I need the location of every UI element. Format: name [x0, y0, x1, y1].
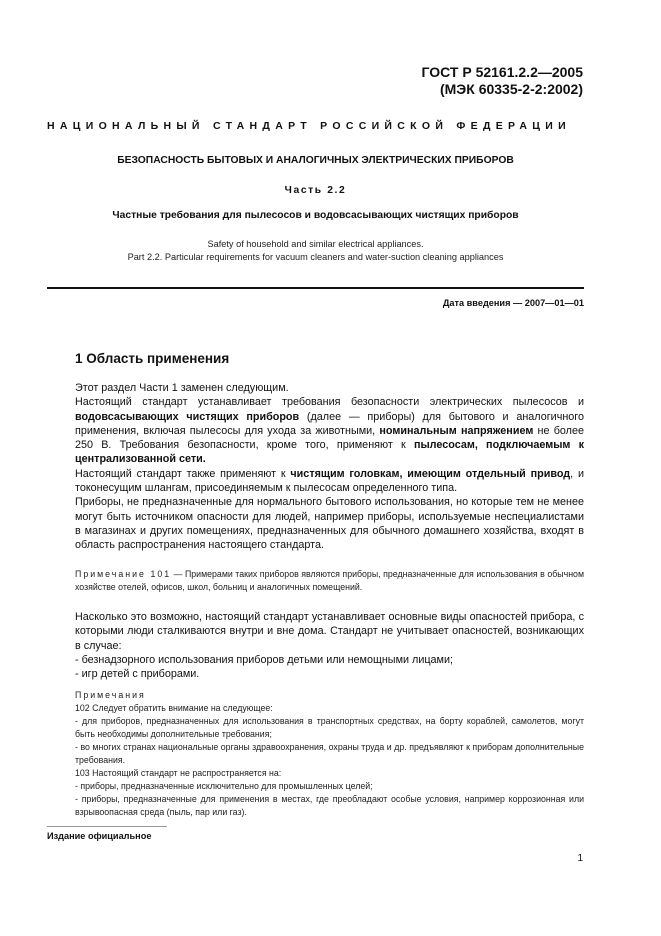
- document-subtitle: Частные требования для пылесосов и водовсасывающих чистящих приборов: [112, 210, 519, 221]
- part-number: Часть 2.2: [284, 185, 347, 196]
- notes-label: Примечания: [75, 689, 146, 700]
- title-divider: [47, 287, 584, 289]
- english-title-line-2: Part 2.2. Particular requirements for vacuum cleaners and water-suction cleaning appliances: [127, 252, 504, 262]
- page-number: 1: [577, 853, 583, 864]
- paragraph-3: Настоящий стандарт также применяют к чистящим головкам, имеющим отдельный привод, и токонесущим шлангам, присоединяемым к пылесосам определенного типа.: [75, 467, 584, 495]
- english-title: [47, 238, 584, 264]
- section-body: [75, 381, 584, 819]
- official-edition-label: Издание официальное: [47, 831, 152, 841]
- note-101: Примечание 101 — Примерами таких приборов являются приборы, предназначенные для использования в обычном хозяйстве отелей, офисов, школ, больниц и аналогичных помещений.: [75, 569, 584, 593]
- note-103-item: - приборы, предназначенные для применения в местах, где преобладают особые условия, например коррозионная или взрывоопасная среда (пыль, пар или газ).: [75, 793, 584, 817]
- list-item: - игр детей с приборами.: [75, 668, 200, 681]
- paragraph-5: Насколько это возможно, настоящий стандарт устанавливает основные виды опасностей прибора, с которыми люди сталкиваются внутри и вне дома. Стандарт не учитывает опасностей, возникающих в случае:: [75, 611, 584, 652]
- note-102-item: - во многих странах национальные органы здравоохранения, охраны труда и др. предъявляют к приборам дополнительные требования.: [75, 741, 584, 765]
- list-item: - безнадзорного использования приборов детьми или немощными лицами;: [75, 654, 453, 667]
- footer-rule: [47, 826, 167, 827]
- note-103-item: - приборы, предназначенные исключительно для промышленных целей;: [75, 780, 373, 791]
- paragraph-1: Этот раздел Части 1 заменен следующим.: [75, 382, 289, 394]
- english-title-line-1: Safety of household and similar electrical appliances.: [207, 239, 424, 249]
- national-standard-banner: НАЦИОНАЛЬНЫЙ СТАНДАРТ РОССИЙСКОЙ ФЕДЕРАЦИИ: [47, 120, 571, 132]
- note-102-title: 102 Следует обратить внимание на следующее:: [75, 702, 273, 713]
- standard-number-block: [422, 64, 584, 98]
- document-title: БЕЗОПАСНОСТЬ БЫТОВЫХ И АНАЛОГИЧНЫХ ЭЛЕКТРИЧЕСКИХ ПРИБОРОВ: [117, 155, 514, 166]
- gost-number: ГОСТ Р 52161.2.2—2005: [421, 64, 583, 80]
- paragraph-4: Приборы, не предназначенные для нормального бытового использования, но которые тем не менее могут быть источником опасности для людей, например приборы, используемые неспециалистами в магазинах и других помещениях, предназначенных для обычного домашнего хозяйства, входят в область распространения настоящего стандарта.: [75, 496, 584, 552]
- introduction-date: Дата введения — 2007—01—01: [442, 298, 584, 308]
- iec-number: (МЭК 60335-2-2:2002): [439, 81, 583, 97]
- note-102-item: - для приборов, предназначенных для использования в транспортных средствах, на борту кораблей, самолетов, могут быть необходимы дополнительные требования;: [75, 715, 584, 739]
- note-103-title: 103 Настоящий стандарт не распространяется на:: [75, 767, 282, 778]
- paragraph-2: Настоящий стандарт устанавливает требования безопасности электрических пылесосов и водовсасывающих чистящих приборов (далее — приборы) для бытового и аналогичного применения, включая пылесосы для ухода за животными, номинальным напряжением не более 250 В. Требования безопасности, кроме того, применяют к пылесосам, подключаемым к централизованной сети.: [75, 396, 585, 466]
- section-heading: 1 Область применения: [75, 351, 230, 366]
